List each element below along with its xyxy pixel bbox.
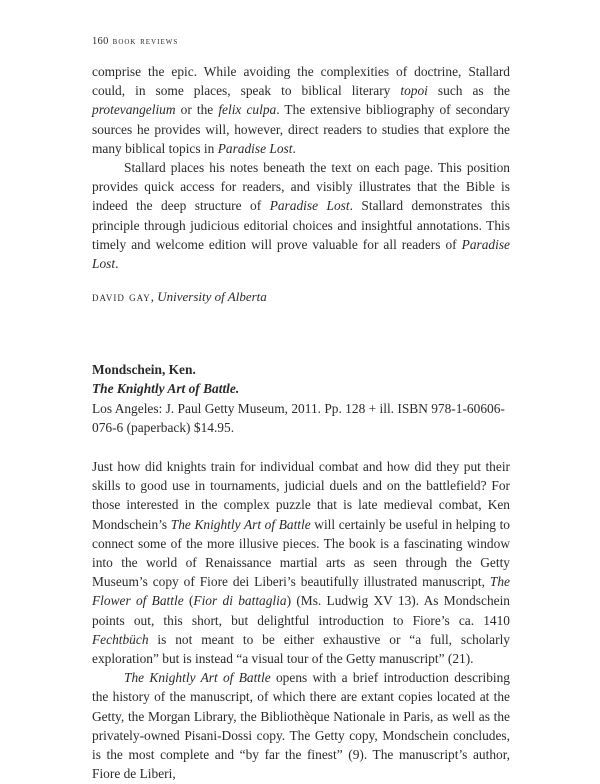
running-head [92, 36, 178, 47]
review2-book-author: Mondschein, Ken. [92, 362, 196, 378]
text-run: . [292, 140, 296, 156]
review2-header [92, 360, 510, 437]
reviewer-signature [92, 287, 510, 306]
page-number: 160 [92, 36, 109, 47]
italic-book-title: Paradise Lost [217, 140, 293, 156]
italic-book-title: The Flower of Battle [92, 574, 510, 609]
text-run: ) (Ms. Ludwig XV 13). As Mondschein points out, this short, but delightful introduction to Fiore’s ca. 1410 [92, 593, 510, 628]
text-run: . [115, 256, 119, 272]
review2-paragraph-1 [92, 457, 510, 668]
italic-term: felix culpa [218, 102, 277, 118]
reviewer-name: david gay [92, 289, 151, 305]
signature-separator: , [150, 289, 158, 305]
italic-term: Fechtbüch [92, 631, 149, 647]
italic-term: protevangelium [92, 102, 176, 118]
text-run: is not meant to be either exhaustive or “a full, scholarly exploration” but is instead “a visual tour of the Getty manuscript” (21). [92, 631, 510, 667]
text-run: . Stallard demonstrates this principle through judicious editorial choices and insightful annotations. This timely and welcome edition will prove valuable for all readers of [92, 198, 510, 252]
reviewer-affiliation: University of Alberta [157, 289, 267, 305]
review2-publication-details: Los Angeles: J. Paul Getty Museum, 2011. Pp. 128 + ill. ISBN 978-1-60606-076-6 (paperback) $14.95. [92, 400, 505, 435]
review2-book-title: The Knightly Art of Battle. [92, 381, 240, 397]
italic-book-title: Fior di battaglia [193, 593, 287, 609]
text-run: or the [175, 102, 219, 118]
review1-paragraph-1 [92, 62, 510, 158]
page-body [92, 62, 510, 784]
text-run: Stallard places his notes beneath the text on each page. This position provides quick access for readers, and visibly illustrates that the Bible is indeed the deep structure of [92, 160, 510, 214]
text-run: will certainly be useful in helping to connect some of the more illusive pieces. The book is a fascinating window into the world of Renaissance martial arts as seen through the Getty Museum’s copy of Fiore dei Liberi’s beautifully illustrated manuscript, [92, 516, 510, 590]
italic-term: topoi [400, 83, 428, 99]
review2-paragraph-2 [92, 668, 510, 783]
text-run: . The extensive bibliography of secondary sources he provides will, however, direct readers to studies that explore the many biblical topics in [92, 102, 510, 156]
italic-book-title: Paradise Lost [92, 236, 510, 272]
text-run: Just how did knights train for individual combat and how did they put their skills to good use in tournaments, judicial duels and on the battlefield? For those interested in the complex puzzle that is late medieval combat, Ken Mondschein’s [92, 459, 510, 532]
section-title: book reviews [112, 36, 179, 47]
text-run: opens with a brief introduction describing the history of the manuscript, of which there are extant copies located at the Getty, the Morgan Library, the Bibliothèque Nationale in Paris, as well as the privately-owned Pisani-Dossi copy. The Getty copy, Mondschein concludes, is the most complete and “by far the finest” (9). The manuscript’s author, Fiore de Liberi, [92, 670, 510, 782]
text-run: comprise the epic. While avoiding the complexities of doctrine, Stallard could, in some places, speak to biblical literary [92, 64, 510, 99]
text-run: such as the [427, 83, 510, 99]
review1-paragraph-2 [92, 158, 510, 273]
italic-book-title: The Knightly Art of Battle [170, 516, 311, 532]
italic-book-title: Paradise Lost [269, 198, 350, 214]
italic-book-title: The Knightly Art of Battle [124, 670, 271, 686]
text-run: ( [183, 593, 194, 609]
